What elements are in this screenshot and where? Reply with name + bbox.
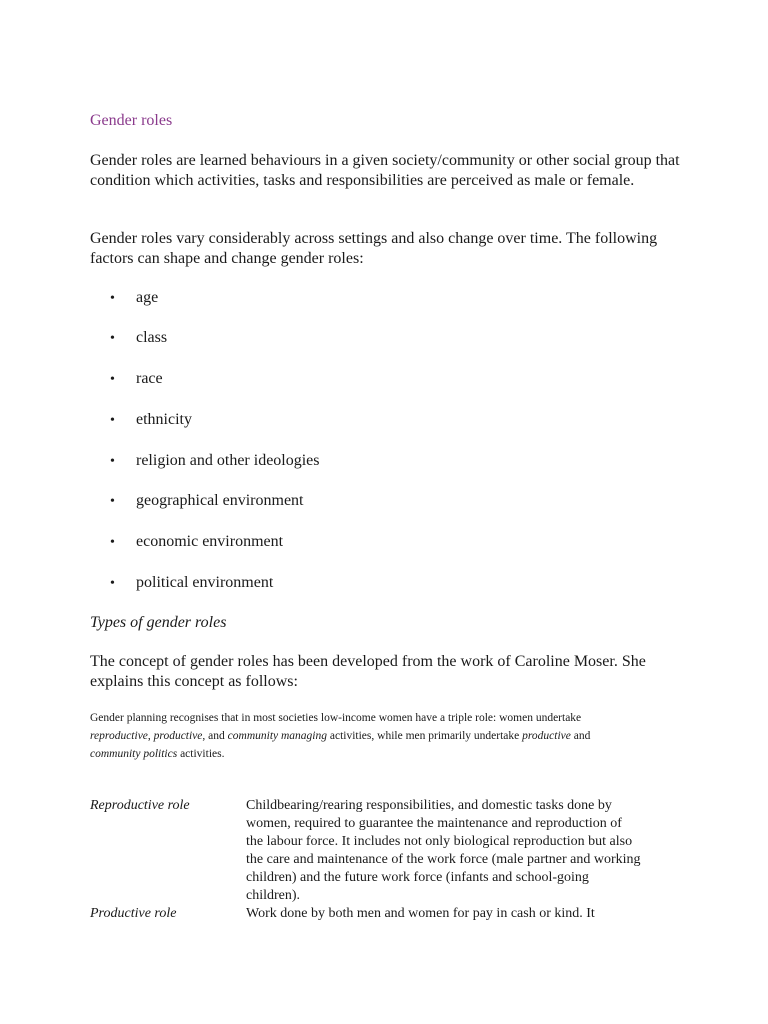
role-row-productive	[90, 905, 650, 923]
role-label: Productive role	[90, 906, 177, 921]
bullet-icon: •	[110, 576, 115, 591]
roles-table	[90, 797, 650, 923]
subsection-heading: Types of gender roles	[90, 614, 227, 631]
quote-text: Gender planning recognises that in most societies low-income women have a triple role: women undertake	[90, 712, 582, 724]
role-description: Childbearing/rearing responsibilities, and domestic tasks done by women, required to guarantee the maintenance and reproduction of the labour force. It includes not only biological reproduction but also the care and maintenance of the work force (male partner and working children) and the future work force (infants and school-going children).	[246, 798, 641, 903]
list-item-text: religion and other ideologies	[136, 452, 320, 469]
factors-intro-paragraph: Gender roles vary considerably across settings and also change over time. The following factors can shape and change gender roles:	[90, 230, 658, 267]
quote-text: activities, while men primarily undertake	[327, 730, 523, 742]
role-label: Reproductive role	[90, 798, 190, 813]
bullet-icon: •	[110, 535, 115, 550]
quote-emphasis: community managing	[227, 730, 327, 742]
list-item-text: geographical environment	[136, 492, 304, 509]
quote-text: , and	[202, 730, 228, 742]
moser-quote	[90, 709, 610, 763]
quote-emphasis: community politics	[90, 748, 178, 760]
quote-emphasis: productive	[153, 730, 203, 742]
list-item-text: age	[136, 289, 159, 306]
role-row-reproductive	[90, 797, 650, 905]
moser-intro-paragraph: The concept of gender roles has been developed from the work of Caroline Moser. She explains this concept as follows:	[90, 653, 646, 690]
quote-emphasis: productive	[522, 730, 571, 742]
bullet-icon: •	[110, 494, 115, 509]
list-item-text: ethnicity	[136, 411, 192, 428]
bullet-icon: •	[110, 291, 115, 306]
list-item-text: economic environment	[136, 533, 284, 550]
quote-text: and	[570, 730, 591, 742]
bullet-icon: •	[110, 372, 115, 387]
list-item-text: class	[136, 329, 168, 346]
list-item-text: political environment	[136, 574, 274, 591]
definition-paragraph: Gender roles are learned behaviours in a given society/community or other social group that condition which activities, tasks and responsibilities are perceived as male or female.	[90, 152, 680, 189]
quote-text: ,	[147, 730, 154, 742]
bullet-icon: •	[110, 413, 115, 428]
role-description: Work done by both men and women for pay in cash or kind. It	[246, 906, 595, 921]
bullet-icon: •	[110, 454, 115, 469]
quote-text: activities.	[177, 748, 225, 760]
list-item-text: race	[136, 370, 163, 387]
bullet-icon: •	[110, 331, 115, 346]
quote-emphasis: reproductive	[90, 730, 148, 742]
section-heading: Gender roles	[90, 112, 173, 129]
